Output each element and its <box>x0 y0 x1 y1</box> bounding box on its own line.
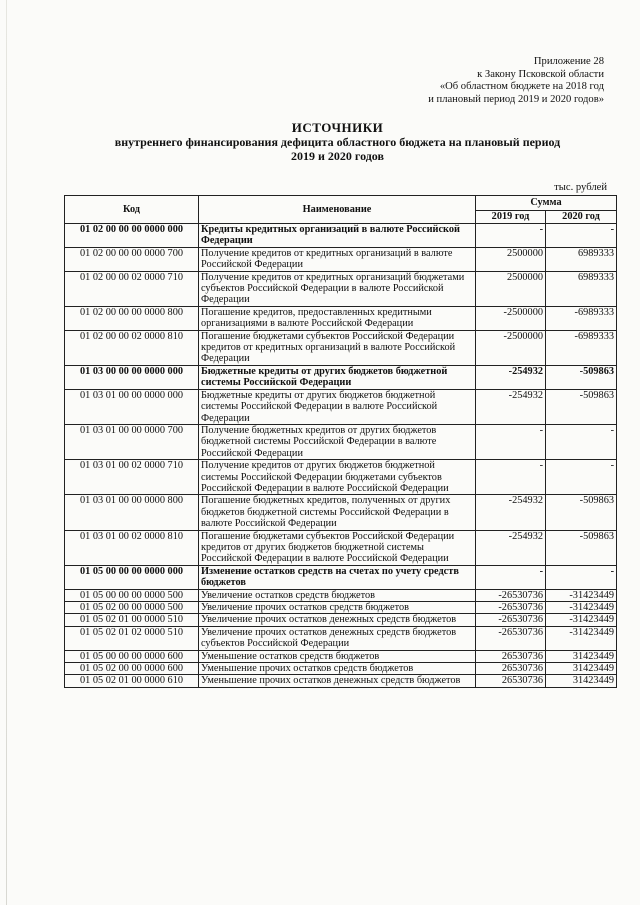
row-code: 01 05 02 01 00 0000 510 <box>65 614 199 626</box>
row-name: Получение кредитов от других бюджетов бюджетной системы Российской Федерации бюджетами субъектов Российской Федерации в валюте Российской Федерации <box>199 460 476 495</box>
row-name: Получение кредитов от кредитных организаций в валюте Российской Федерации <box>199 247 476 271</box>
appendix-line: «Об областном бюджете на 2018 год <box>439 81 604 93</box>
row-code: 01 02 00 00 00 0000 700 <box>65 247 199 271</box>
row-sum-2019: - <box>476 424 546 459</box>
row-sum-2020: -31423449 <box>546 589 617 601</box>
row-code: 01 03 01 00 02 0000 710 <box>65 460 199 495</box>
row-sum-2019: 26530736 <box>476 650 546 662</box>
table-row <box>65 589 617 601</box>
row-sum-2019: 26530736 <box>476 675 546 687</box>
row-name: Бюджетные кредиты от других бюджетов бюджетной системы Российской Федерации в валюте Российской Федерации <box>199 389 476 424</box>
row-sum-2019: -26530736 <box>476 614 546 626</box>
header-year-2019: 2019 год <box>476 211 546 224</box>
row-code: 01 02 00 00 02 0000 710 <box>65 271 199 306</box>
row-code: 01 05 02 01 00 0000 610 <box>65 675 199 687</box>
row-sum-2020: - <box>546 460 617 495</box>
table-body <box>65 224 617 688</box>
row-sum-2020: - <box>546 424 617 459</box>
units-label: тыс. рублей <box>554 182 607 193</box>
row-sum-2019: - <box>476 565 546 589</box>
row-code: 01 05 00 00 00 0000 500 <box>65 589 199 601</box>
row-sum-2019: - <box>476 224 546 248</box>
row-sum-2020: - <box>546 224 617 248</box>
row-name: Уменьшение прочих остатков средств бюджетов <box>199 663 476 675</box>
row-code: 01 03 01 00 00 0000 800 <box>65 495 199 530</box>
row-sum-2019: -254932 <box>476 495 546 530</box>
row-sum-2019: -26530736 <box>476 626 546 650</box>
table-row <box>65 650 617 662</box>
appendix-line: Приложение 28 <box>533 56 604 67</box>
row-name: Увеличение прочих остатков денежных средств бюджетов субъектов Российской Федерации <box>199 626 476 650</box>
table-row <box>65 365 617 389</box>
row-sum-2020: 31423449 <box>546 663 617 675</box>
document-title <box>60 121 615 163</box>
table-row <box>65 614 617 626</box>
table-row <box>65 389 617 424</box>
row-sum-2020: 31423449 <box>546 675 617 687</box>
appendix-note <box>284 56 604 106</box>
title-line-2: внутреннего финансирования дефицита областного бюджета на плановый период <box>114 135 561 149</box>
row-name: Погашение бюджетами субъектов Российской Федерации кредитов от других бюджетов бюджетной системы Российской Федерации в валюте Российской Федерации <box>199 530 476 565</box>
row-sum-2020: -31423449 <box>546 626 617 650</box>
row-sum-2020: 6989333 <box>546 247 617 271</box>
table-row <box>65 530 617 565</box>
table-row <box>65 626 617 650</box>
row-code: 01 02 00 00 00 0000 000 <box>65 224 199 248</box>
row-sum-2019: 26530736 <box>476 663 546 675</box>
row-name: Погашение бюджетных кредитов, полученных от других бюджетов бюджетной системы Российской Федерации в валюте Российской Федерации <box>199 495 476 530</box>
table-row <box>65 675 617 687</box>
title-line-3: 2019 и 2020 годов <box>291 149 384 163</box>
row-code: 01 03 01 00 02 0000 810 <box>65 530 199 565</box>
row-name: Уменьшение прочих остатков денежных средств бюджетов <box>199 675 476 687</box>
sources-table <box>64 195 617 688</box>
row-code: 01 03 01 00 00 0000 000 <box>65 389 199 424</box>
row-name: Изменение остатков средств на счетах по учету средств бюджетов <box>199 565 476 589</box>
row-name: Увеличение прочих остатков денежных средств бюджетов <box>199 614 476 626</box>
row-code: 01 05 02 01 02 0000 510 <box>65 626 199 650</box>
table-row <box>65 565 617 589</box>
table-row <box>65 306 617 330</box>
row-sum-2020: 6989333 <box>546 271 617 306</box>
table-row <box>65 460 617 495</box>
row-code: 01 03 00 00 00 0000 000 <box>65 365 199 389</box>
header-code: Код <box>65 196 199 224</box>
title-main: ИСТОЧНИКИ <box>291 120 384 135</box>
row-code: 01 05 02 00 00 0000 600 <box>65 663 199 675</box>
header-year-2020: 2020 год <box>546 211 617 224</box>
row-sum-2019: -2500000 <box>476 330 546 365</box>
table-row <box>65 495 617 530</box>
row-sum-2019: 2500000 <box>476 247 546 271</box>
row-code: 01 02 00 00 02 0000 810 <box>65 330 199 365</box>
row-sum-2020: -6989333 <box>546 306 617 330</box>
row-sum-2019: -26530736 <box>476 589 546 601</box>
row-name: Получение бюджетных кредитов от других бюджетов бюджетной системы Российской Федерации в валюте Российской Федерации <box>199 424 476 459</box>
row-code: 01 02 00 00 00 0000 800 <box>65 306 199 330</box>
row-sum-2019: -254932 <box>476 365 546 389</box>
table-row <box>65 663 617 675</box>
table-row <box>65 330 617 365</box>
appendix-line: к Закону Псковской области <box>477 68 604 80</box>
row-code: 01 03 01 00 00 0000 700 <box>65 424 199 459</box>
row-sum-2020: - <box>546 565 617 589</box>
row-name: Кредиты кредитных организаций в валюте Российской Федерации <box>199 224 476 248</box>
row-sum-2020: -31423449 <box>546 602 617 614</box>
row-sum-2019: -2500000 <box>476 306 546 330</box>
row-name: Бюджетные кредиты от других бюджетов бюджетной системы Российской Федерации <box>199 365 476 389</box>
row-sum-2020: 31423449 <box>546 650 617 662</box>
page-edge <box>6 0 7 905</box>
row-name: Погашение кредитов, предоставленных кредитными организациями в валюте Российской Федерации <box>199 306 476 330</box>
row-sum-2020: -509863 <box>546 530 617 565</box>
row-sum-2020: -509863 <box>546 495 617 530</box>
row-name: Уменьшение остатков средств бюджетов <box>199 650 476 662</box>
row-code: 01 05 00 00 00 0000 600 <box>65 650 199 662</box>
row-sum-2019: -254932 <box>476 389 546 424</box>
row-name: Погашение бюджетами субъектов Российской Федерации кредитов от кредитных организаций в валюте Российской Федерации <box>199 330 476 365</box>
row-sum-2019: -254932 <box>476 530 546 565</box>
appendix-line: и плановый период 2019 и 2020 годов» <box>428 93 604 105</box>
header-sum: Сумма <box>476 196 617 211</box>
table-row <box>65 247 617 271</box>
table-row <box>65 224 617 248</box>
header-name: Наименование <box>199 196 476 224</box>
row-sum-2020: -509863 <box>546 365 617 389</box>
row-name: Увеличение остатков средств бюджетов <box>199 589 476 601</box>
row-code: 01 05 00 00 00 0000 000 <box>65 565 199 589</box>
row-sum-2020: -31423449 <box>546 614 617 626</box>
table-row <box>65 602 617 614</box>
row-sum-2019: -26530736 <box>476 602 546 614</box>
row-sum-2020: -6989333 <box>546 330 617 365</box>
table-row <box>65 271 617 306</box>
row-sum-2019: 2500000 <box>476 271 546 306</box>
table-row <box>65 424 617 459</box>
row-sum-2019: - <box>476 460 546 495</box>
row-sum-2020: -509863 <box>546 389 617 424</box>
row-name: Получение кредитов от кредитных организаций бюджетами субъектов Российской Федерации в валюте Российской Федерации <box>199 271 476 306</box>
row-name: Увеличение прочих остатков средств бюджетов <box>199 602 476 614</box>
row-code: 01 05 02 00 00 0000 500 <box>65 602 199 614</box>
